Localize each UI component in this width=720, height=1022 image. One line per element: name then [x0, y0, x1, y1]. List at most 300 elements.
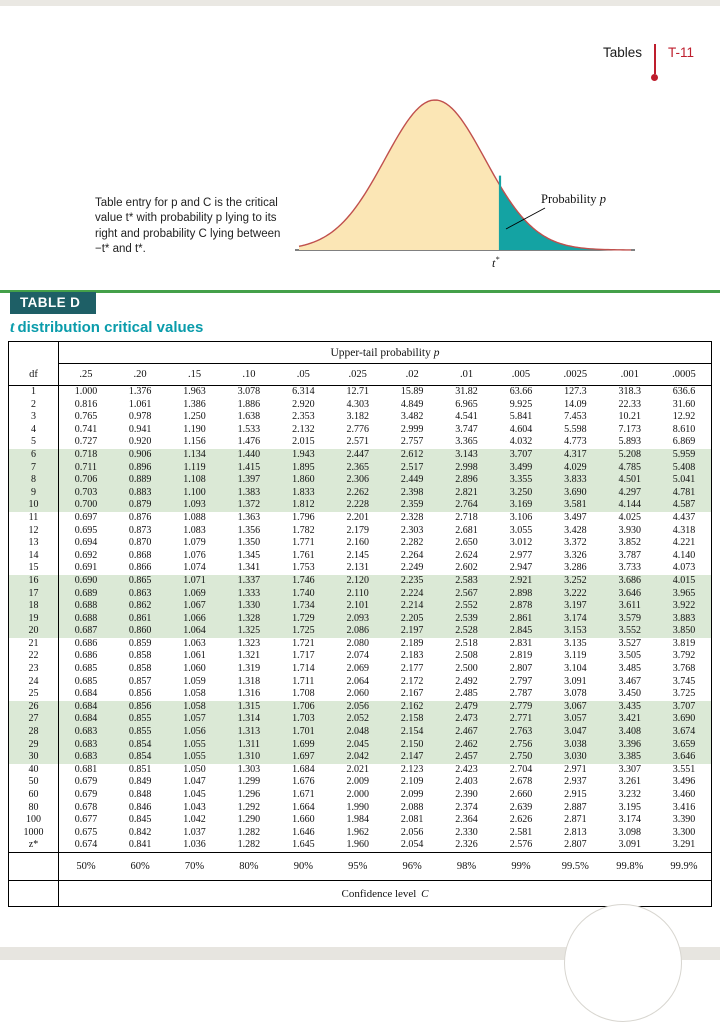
table-row	[9, 525, 712, 538]
t-critical-value: 2.583	[455, 574, 478, 586]
t-critical-value: 1.533	[237, 423, 261, 435]
df-value: 4	[9, 424, 59, 437]
t-critical-value: 1.476	[237, 436, 261, 448]
t-critical-value: 3.261	[618, 776, 642, 788]
t-critical-value: 2.214	[400, 600, 424, 612]
t-critical-value: 2.479	[455, 700, 478, 712]
t-critical-value: 2.099	[400, 789, 424, 800]
t-critical-value: 3.499	[509, 461, 533, 473]
t-critical-value: 1.337	[237, 574, 261, 586]
t-critical-value: 0.718	[74, 448, 98, 460]
t-critical-value: 1.050	[183, 763, 206, 775]
t-critical-value: 0.711	[74, 461, 98, 473]
t-critical-value: 2.871	[564, 814, 587, 826]
t-critical-value: 2.205	[400, 612, 424, 624]
table-row	[9, 688, 712, 701]
t-critical-value: 1.356	[237, 524, 261, 536]
t-critical-value: 1.782	[292, 524, 315, 536]
table-row	[9, 789, 712, 802]
t-critical-value: 2.771	[509, 713, 533, 725]
red-rule-icon	[654, 44, 656, 74]
t-critical-value: 3.646	[672, 751, 696, 763]
t-critical-value: 2.201	[346, 511, 369, 523]
t-critical-value: 0.674	[74, 839, 98, 851]
t-critical-value: 2.423	[455, 763, 478, 775]
t-critical-value: 2.467	[455, 726, 478, 738]
t-critical-value: 3.552	[618, 625, 642, 637]
table-row	[9, 776, 712, 789]
t-critical-value: 1.318	[237, 675, 261, 687]
t-critical-value: 1.036	[183, 839, 206, 851]
t-critical-value: 1.706	[292, 700, 315, 712]
t-critical-value: 31.60	[672, 398, 696, 410]
t-critical-value: 3.551	[672, 763, 696, 775]
t-critical-value: 0.856	[128, 700, 152, 712]
t-critical-value: 3.416	[672, 801, 696, 813]
t-critical-value: 2.500	[455, 663, 478, 675]
t-critical-value: 3.385	[618, 751, 642, 763]
t-critical-value: 0.854	[128, 751, 152, 763]
df-corner-cell	[9, 342, 59, 364]
t-critical-value: 1.315	[237, 700, 261, 712]
t-critical-value: 1.328	[237, 612, 261, 624]
t-critical-value: 1.386	[183, 398, 206, 410]
t-critical-value: 2.264	[400, 549, 424, 561]
table-row	[9, 739, 712, 752]
t-critical-value: 0.678	[74, 801, 98, 813]
t-critical-value: 0.688	[74, 612, 98, 624]
t-critical-value: 1.088	[183, 511, 206, 523]
t-critical-value: 0.866	[128, 562, 152, 574]
t-critical-value: 3.833	[564, 474, 587, 486]
t-critical-value: 1.372	[237, 499, 261, 511]
upper-header-row	[9, 342, 712, 364]
t-critical-value: 1.066	[183, 612, 206, 624]
t-critical-value: 1.771	[292, 537, 315, 549]
t-critical-value: 1.363	[237, 511, 261, 523]
t-critical-value: 3.659	[672, 738, 696, 750]
t-critical-value: 1.299	[237, 776, 261, 788]
t-critical-value: 2.326	[455, 839, 478, 851]
table-row	[9, 386, 712, 399]
t-critical-value: 2.898	[509, 587, 533, 599]
t-critical-value: 1.313	[237, 726, 261, 738]
prob-header: .02	[385, 364, 439, 386]
t-critical-value: 7.173	[618, 423, 642, 435]
prob-header: .0005	[657, 364, 712, 386]
t-critical-value: 3.012	[509, 537, 533, 549]
t-critical-value: 22.33	[618, 398, 642, 410]
t-critical-value: 15.89	[400, 386, 424, 397]
t-critical-value: 1.812	[292, 499, 315, 511]
t-critical-value: 3.965	[672, 587, 696, 599]
t-critical-value: 1.067	[183, 600, 206, 612]
t-critical-value: 4.032	[509, 436, 533, 448]
t-critical-value: 1.311	[237, 738, 260, 750]
t-critical-value: 2.821	[455, 486, 478, 498]
t-critical-value: 1.717	[292, 650, 315, 662]
t-critical-value: 2.517	[400, 461, 424, 473]
t-critical-value: 1.729	[292, 612, 315, 624]
t-critical-value: 0.854	[128, 738, 152, 750]
t-critical-value: 0.685	[74, 663, 98, 675]
t-critical-value: 2.365	[346, 461, 369, 473]
t-critical-value: 4.317	[564, 448, 587, 460]
t-critical-value: 3.930	[618, 524, 642, 536]
t-critical-value: 3.038	[564, 738, 587, 750]
t-critical-value: 2.172	[400, 675, 424, 687]
t-critical-value: 3.174	[564, 612, 587, 624]
t-critical-value: 2.123	[400, 763, 424, 775]
prob-header: .25	[59, 364, 113, 386]
t-critical-value: 2.147	[400, 751, 424, 763]
page-number: T-11	[667, 45, 694, 60]
t-critical-value: 1.108	[183, 474, 206, 486]
df-value: 23	[9, 663, 59, 676]
t-critical-value: 1.990	[346, 801, 369, 813]
t-critical-value: 4.140	[672, 549, 696, 561]
t-critical-value: 0.700	[74, 499, 98, 511]
t-critical-value: 0.848	[128, 789, 152, 800]
t-critical-value: 5.208	[618, 448, 642, 460]
t-critical-value: 4.781	[672, 486, 696, 498]
df-value: z*	[9, 839, 59, 852]
t-critical-value: 4.587	[672, 499, 696, 511]
t-critical-value: 3.408	[618, 726, 642, 738]
t-critical-value: 2.303	[400, 524, 424, 536]
df-value: 6	[9, 449, 59, 462]
t-critical-value: 4.318	[672, 524, 696, 536]
t-critical-value: 1.671	[292, 789, 315, 800]
t-critical-value: 2.150	[400, 738, 424, 750]
t-critical-value: 0.859	[128, 637, 152, 649]
t-critical-value: 3.725	[672, 688, 696, 700]
table-row	[9, 701, 712, 714]
t-critical-value: 1.310	[237, 751, 261, 763]
t-critical-value: 0.686	[74, 650, 98, 662]
t-critical-value: 5.041	[672, 474, 696, 486]
t-critical-value: 3.707	[509, 448, 533, 460]
t-critical-value: 1.383	[237, 486, 261, 498]
t-critical-value: 1.316	[237, 688, 261, 700]
t-critical-value: 4.073	[672, 562, 696, 574]
prob-header: .10	[222, 364, 276, 386]
t-critical-value: 0.675	[74, 826, 98, 838]
t-critical-value: 2.921	[509, 574, 533, 586]
t-critical-value: 1.703	[292, 713, 315, 725]
t-critical-value: 2.110	[346, 587, 369, 599]
t-critical-value: 1.960	[346, 839, 369, 851]
t-critical-value: 0.906	[128, 448, 152, 460]
t-critical-value: 2.756	[509, 738, 533, 750]
confidence-value: 70%	[167, 852, 221, 880]
t-critical-value: 0.694	[74, 537, 98, 549]
t-critical-value: 2.807	[564, 839, 587, 851]
t-critical-value: 3.922	[672, 600, 696, 612]
prob-header: .025	[331, 364, 385, 386]
t-critical-value: 2.626	[509, 814, 533, 826]
table-row	[9, 638, 712, 651]
t-critical-value: 0.883	[128, 486, 152, 498]
table-row	[9, 424, 712, 437]
confidence-value: 99.5%	[548, 852, 602, 880]
t-critical-value: 4.541	[455, 411, 478, 423]
t-critical-value: 3.421	[618, 713, 642, 725]
t-critical-value: 1.296	[237, 789, 261, 800]
running-head	[603, 44, 694, 74]
t-critical-value: 2.093	[346, 612, 369, 624]
t-critical-value: 4.221	[672, 537, 696, 549]
t-critical-value: 2.359	[400, 499, 424, 511]
t-critical-value: 0.681	[74, 763, 98, 775]
t-critical-value: 0.690	[74, 574, 98, 586]
curve-svg	[295, 78, 635, 273]
t-critical-value: 2.639	[509, 801, 533, 813]
t-critical-value: 0.684	[74, 688, 98, 700]
t-critical-value: 2.056	[346, 700, 369, 712]
t-critical-value: 1.319	[237, 663, 261, 675]
df-value: 5	[9, 436, 59, 449]
confidence-value: 50%	[59, 852, 113, 880]
t-critical-value: 2.162	[400, 700, 424, 712]
t-critical-value: 9.925	[509, 398, 533, 410]
t-distribution-table	[8, 341, 712, 907]
t-critical-value: 0.703	[74, 486, 98, 498]
t-critical-value: 3.428	[564, 524, 587, 536]
t-critical-value: 2.492	[455, 675, 478, 687]
t-critical-value: 0.851	[128, 763, 152, 775]
t-critical-value: 1.376	[128, 386, 152, 397]
t-critical-value: 2.887	[564, 801, 587, 813]
confidence-value: 96%	[385, 852, 439, 880]
t-critical-value: 2.612	[400, 448, 424, 460]
t-critical-value: 3.496	[672, 776, 696, 788]
table-row	[9, 436, 712, 449]
t-critical-value: 3.852	[618, 537, 642, 549]
t-critical-value: 1.303	[237, 763, 261, 775]
t-critical-value: 3.291	[672, 839, 696, 851]
table-row	[9, 839, 712, 852]
t-critical-value: 3.396	[618, 738, 642, 750]
df-value: 11	[9, 512, 59, 525]
t-critical-value: 2.845	[509, 625, 533, 637]
table-row	[9, 827, 712, 840]
t-critical-value: 1.325	[237, 625, 261, 637]
t-critical-value: 2.374	[455, 801, 478, 813]
t-critical-value: 0.687	[74, 625, 98, 637]
figure-caption: Table entry for p and C is the critical value t* with probability p lying to its right and probability C lying between −t* and t*.	[95, 197, 281, 256]
table-row	[9, 575, 712, 588]
table-row	[9, 726, 712, 739]
confidence-label-row	[9, 880, 712, 906]
t-critical-value: 2.390	[455, 789, 478, 800]
prob-header: .20	[113, 364, 167, 386]
t-critical-value: 0.873	[128, 524, 152, 536]
t-critical-value: 2.009	[346, 776, 369, 788]
t-critical-value: 1.350	[237, 537, 261, 549]
t-critical-value: 2.052	[346, 713, 369, 725]
t-distribution-figure	[295, 78, 635, 273]
t-critical-value: 3.153	[564, 625, 587, 637]
t-critical-value: 3.030	[564, 751, 587, 763]
t-critical-value: 2.998	[455, 461, 478, 473]
table-row	[9, 713, 712, 726]
confidence-value: 80%	[222, 852, 276, 880]
t-critical-value: 3.686	[618, 574, 642, 586]
df-value: 8	[9, 474, 59, 487]
t-critical-value: 0.849	[128, 776, 152, 788]
t-critical-value: 1.074	[183, 562, 206, 574]
t-critical-value: 0.695	[74, 524, 98, 536]
t-critical-value: 4.297	[618, 486, 642, 498]
t-critical-value: 4.144	[618, 499, 642, 511]
t-critical-value: 2.088	[400, 801, 424, 813]
t-critical-value: 2.797	[509, 675, 533, 687]
t-critical-value: 1.156	[183, 436, 206, 448]
t-critical-value: 3.232	[618, 789, 642, 800]
t-critical-value: 4.604	[509, 423, 533, 435]
t-critical-value: 2.552	[455, 600, 478, 612]
t-critical-value: 0.896	[128, 461, 152, 473]
t-critical-value: 3.690	[564, 486, 587, 498]
prob-header: .15	[167, 364, 221, 386]
t-critical-value: 3.850	[672, 625, 696, 637]
t-critical-value: 5.408	[672, 461, 696, 473]
t-critical-value: 0.978	[128, 411, 152, 423]
t-critical-value: 2.999	[400, 423, 424, 435]
df-value: 16	[9, 575, 59, 588]
t-critical-value: 2.763	[509, 726, 533, 738]
t-critical-value: 1.734	[292, 600, 315, 612]
t-critical-value: 1.060	[183, 663, 206, 675]
t-critical-value: 2.581	[509, 826, 533, 838]
t-critical-value: 1.725	[292, 625, 315, 637]
t-critical-value: 3.435	[618, 700, 642, 712]
t-critical-value: 0.683	[74, 751, 98, 763]
t-critical-value: 0.691	[74, 562, 98, 574]
confidence-value: 99%	[494, 852, 548, 880]
df-value: 12	[9, 525, 59, 538]
table-row	[9, 613, 712, 626]
df-value: 15	[9, 562, 59, 575]
t-critical-value: 1.753	[292, 562, 315, 574]
t-critical-value: 3.252	[564, 574, 587, 586]
t-critical-value: 1.037	[183, 826, 206, 838]
confidence-value: 95%	[331, 852, 385, 880]
t-critical-value: 3.300	[672, 826, 696, 838]
t-critical-value: 0.727	[74, 436, 98, 448]
t-critical-value: 0.684	[74, 700, 98, 712]
t-critical-value: 636.6	[672, 386, 696, 397]
t-critical-value: 2.060	[346, 688, 369, 700]
t-critical-value: 1.058	[183, 700, 206, 712]
t-critical-value: 6.965	[455, 398, 478, 410]
t-critical-value: 0.765	[74, 411, 98, 423]
t-critical-value: 5.841	[509, 411, 533, 423]
df-value: 26	[9, 701, 59, 714]
t-critical-value: 3.733	[618, 562, 642, 574]
df-value: 80	[9, 802, 59, 815]
t-critical-value: 3.768	[672, 663, 696, 675]
t-critical-value: 2.306	[346, 474, 369, 486]
t-critical-value: 2.704	[509, 763, 533, 775]
t-critical-value: 2.353	[292, 411, 315, 423]
bell-curve-fill	[299, 100, 631, 250]
t-critical-value: 0.860	[128, 625, 152, 637]
t-critical-value: 0.855	[128, 726, 152, 738]
confidence-value: 90%	[276, 852, 330, 880]
t-critical-value: 3.055	[509, 524, 533, 536]
t-critical-value: 1.057	[183, 713, 206, 725]
t-critical-value: 2.045	[346, 738, 369, 750]
table-banner: TABLE D	[10, 292, 96, 314]
t-critical-value: 3.091	[564, 675, 587, 687]
probability-label: Probability p	[541, 192, 606, 206]
t-critical-value: 0.846	[128, 801, 152, 813]
prob-header: .01	[439, 364, 493, 386]
t-critical-value: 2.861	[509, 612, 533, 624]
t-critical-value: 1.058	[183, 688, 206, 700]
t-critical-value: 3.250	[509, 486, 533, 498]
t-critical-value: 2.896	[455, 474, 478, 486]
upper-tail-header: Upper-tail probability p	[59, 342, 712, 364]
t-critical-value: 3.707	[672, 700, 696, 712]
t-critical-value: 2.947	[509, 562, 533, 574]
t-critical-value: 3.104	[564, 663, 587, 675]
t-critical-value: 5.959	[672, 448, 696, 460]
prob-header: .001	[603, 364, 657, 386]
t-table-container	[8, 341, 712, 907]
t-critical-value: 2.508	[455, 650, 478, 662]
t-critical-value: 3.787	[618, 549, 642, 561]
t-critical-value: 1.761	[292, 549, 315, 561]
table-title: t distribution critical values	[10, 319, 204, 336]
t-critical-value: 4.501	[618, 474, 642, 486]
df-value: 7	[9, 462, 59, 475]
t-critical-value: 1.676	[292, 776, 315, 788]
t-critical-value: 0.889	[128, 474, 152, 486]
t-critical-value: 1.708	[292, 688, 315, 700]
t-critical-value: 2.449	[400, 474, 424, 486]
t-critical-value: 1.000	[74, 386, 98, 397]
t-critical-value: 2.015	[292, 436, 315, 448]
t-critical-value: 3.135	[564, 637, 587, 649]
t-critical-value: 3.482	[400, 411, 424, 423]
table-row	[9, 764, 712, 777]
t-critical-value: 2.154	[400, 726, 424, 738]
t-critical-value: 3.646	[618, 587, 642, 599]
t-critical-value: 0.679	[74, 776, 98, 788]
t-critical-value: 2.080	[346, 637, 369, 649]
t-critical-value: 2.757	[400, 436, 424, 448]
t-critical-value: 1.093	[183, 499, 206, 511]
t-critical-value: 2.602	[455, 562, 478, 574]
t-critical-value: 4.025	[618, 511, 642, 523]
t-critical-value: 0.697	[74, 511, 98, 523]
t-critical-value: 3.326	[564, 549, 587, 561]
t-critical-value: 0.863	[128, 587, 152, 599]
df-value: 29	[9, 739, 59, 752]
t-critical-value: 3.143	[455, 448, 478, 460]
t-critical-value: 2.074	[346, 650, 369, 662]
t-critical-value: 31.82	[455, 386, 478, 397]
t-critical-value: 3.106	[509, 511, 533, 523]
t-critical-value: 0.879	[128, 499, 152, 511]
t-critical-value: 1.895	[292, 461, 315, 473]
t-critical-value: 2.473	[455, 713, 478, 725]
t-critical-value: 2.971	[564, 763, 587, 775]
t-critical-value: 2.282	[400, 537, 424, 549]
